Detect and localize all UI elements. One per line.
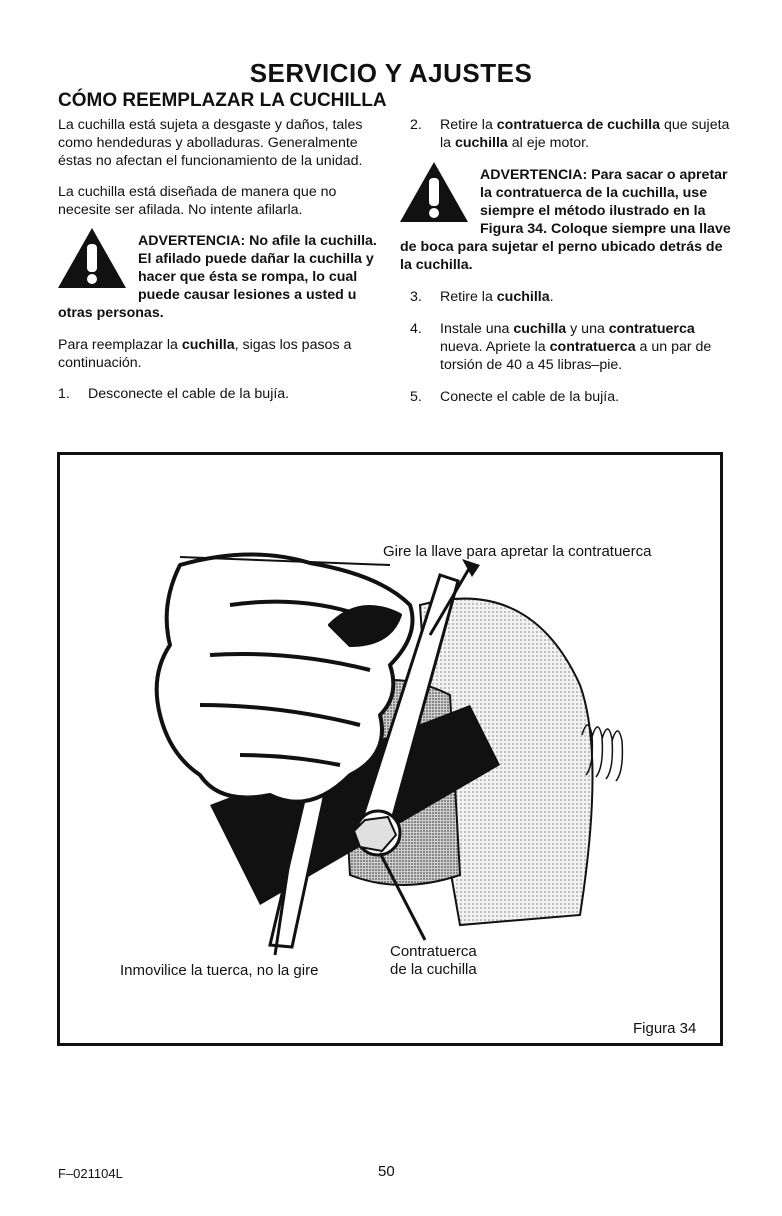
step-text: y una xyxy=(566,321,609,337)
caption-locknut-line1: Contratuerca xyxy=(390,943,477,960)
page-title: SERVICIO Y AJUSTES xyxy=(249,58,533,88)
intro-text: Para reemplazar la xyxy=(58,337,182,353)
step-bold: contratuerca xyxy=(549,339,636,355)
warning-triangle-icon xyxy=(398,160,470,224)
caption-hold-nut: Inmovilice la tuerca, no la gire xyxy=(120,962,319,979)
intro-text-end: , sigas los pasos a continuación. xyxy=(58,337,352,371)
step-number: 2. xyxy=(410,117,422,133)
step-3 xyxy=(410,288,735,306)
section-heading: CÓMO REEMPLAZAR LA CUCHILLA xyxy=(58,90,387,111)
step-text: Instale una xyxy=(440,321,514,337)
step-bold: contratuerca de cuchilla xyxy=(496,117,660,133)
caption-locknut-line2: de la cuchilla xyxy=(390,961,477,978)
page-number: 50 xyxy=(378,1163,395,1180)
left-column xyxy=(58,116,380,417)
document-code: F–021104L xyxy=(58,1166,123,1181)
warning-block-locknut xyxy=(400,166,735,274)
step-text: Retire la xyxy=(440,289,497,305)
step-text: Retire la xyxy=(440,117,497,133)
step-bold: cuchilla xyxy=(454,135,508,151)
step-text: al eje motor. xyxy=(507,135,590,151)
step-number: 1. xyxy=(58,386,70,402)
warning-triangle-icon xyxy=(56,226,128,290)
warning-block-sharpen xyxy=(58,232,380,322)
step-text: que sujeta la xyxy=(440,117,730,151)
step-bold: contratuerca xyxy=(608,321,695,337)
warning-text: ADVERTENCIA: Para sacar o apretar la contratuerca de la cuchilla, use siempre el método ilustrado en la Figura 34. Coloque siempre una llave de boca para sujetar el perno ubicado detrás de la cuchilla. xyxy=(400,167,731,273)
step-bold: cuchilla xyxy=(513,321,567,337)
step-text: . xyxy=(549,289,554,305)
step-number: 3. xyxy=(410,289,422,305)
step-2 xyxy=(410,116,735,152)
step-number: 4. xyxy=(410,321,422,337)
step-text: Desconecte el cable de la bujía. xyxy=(88,386,290,402)
step-text: Conecte el cable de la bujía. xyxy=(440,389,620,405)
figure-label: Figura 34 xyxy=(633,1020,697,1037)
intro-bold: cuchilla xyxy=(181,337,235,353)
step-text: nueva. Apriete la xyxy=(440,339,550,355)
paragraph-no-sharpen: La cuchilla está diseñada de manera que no necesite ser afilada. No intente afilarla. xyxy=(58,184,337,218)
caption-turn-wrench: Gire la llave para apretar la contratuerca xyxy=(383,543,652,560)
step-1 xyxy=(58,385,380,403)
figure-34 xyxy=(57,452,723,1046)
step-text: a un par de torsión de 40 a 45 libras–pie. xyxy=(440,339,712,373)
step-bold: cuchilla xyxy=(496,289,550,305)
paragraph-intro xyxy=(58,336,380,372)
right-column xyxy=(400,116,735,420)
step-5 xyxy=(410,388,735,406)
step-number: 5. xyxy=(410,389,422,405)
paragraph-wear: La cuchilla está sujeta a desgaste y daños, tales como hendeduras y abolladuras. Generalmente éstas no afectan el funcionamiento de la unidad. xyxy=(58,117,363,169)
warning-text: ADVERTENCIA: No afile la cuchilla. El afilado puede dañar la cuchilla y hacer que ésta se rompa, lo cual puede causar lesiones a usted u otras personas. xyxy=(58,233,377,321)
step-4 xyxy=(410,320,735,374)
